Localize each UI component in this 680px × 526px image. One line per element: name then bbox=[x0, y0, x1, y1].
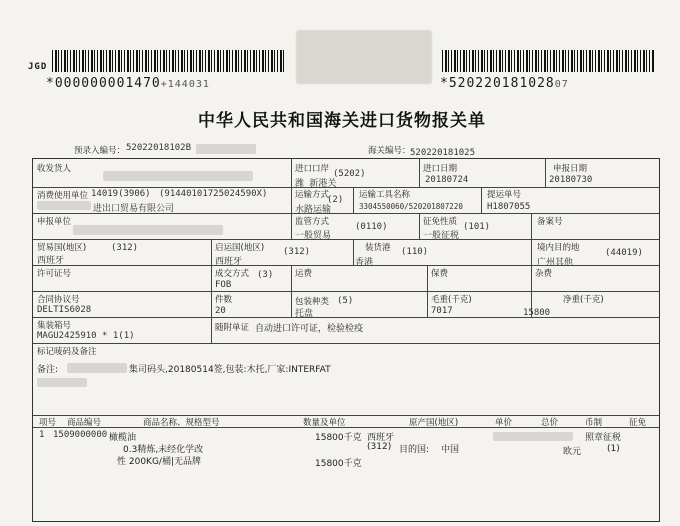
packages-label: 件数 bbox=[215, 295, 233, 305]
trade-country-code: (312) bbox=[111, 243, 139, 253]
insurance-label: 保费 bbox=[431, 269, 449, 279]
goods-header-levy: 征免 bbox=[629, 418, 647, 428]
page-title: 中华人民共和国海关进口货物报关单 bbox=[198, 111, 486, 131]
goods-line1-origin: 西班牙 bbox=[367, 433, 395, 443]
docs-label: 随附单证 bbox=[215, 323, 250, 333]
left-barcode bbox=[52, 50, 284, 72]
left-serial-main: *000000001470 bbox=[46, 76, 161, 91]
packages-value: 20 bbox=[215, 306, 226, 316]
contract-value: DELTIS6028 bbox=[37, 305, 92, 315]
redaction bbox=[196, 144, 256, 154]
left-serial-code bbox=[46, 76, 210, 91]
license-label: 许可证号 bbox=[37, 269, 72, 279]
redaction bbox=[37, 378, 87, 387]
goods-line2-dest: 中国 bbox=[441, 445, 460, 455]
port-code: (110) bbox=[401, 247, 429, 257]
transport-label: 运输方式 bbox=[295, 190, 330, 200]
deal-code: (3) bbox=[257, 270, 274, 280]
customs-no-value: 520220181025 bbox=[410, 148, 476, 158]
goods-line1-code: 1509000000 bbox=[53, 430, 108, 440]
port-value: 香港 bbox=[355, 258, 374, 268]
transport-code: (2) bbox=[327, 195, 344, 205]
entry-port-code: (5202) bbox=[333, 169, 366, 179]
dest-value: 广州其他 bbox=[537, 258, 574, 268]
deal-value: FOB bbox=[215, 280, 232, 290]
declarant-label: 申报单位 bbox=[37, 217, 72, 227]
goods-line1-levy: 照章征税 bbox=[585, 433, 622, 443]
supervision-value: 一般贸易 bbox=[295, 231, 332, 241]
dest-label: 境内目的地 bbox=[537, 243, 580, 253]
freight-label: 运费 bbox=[295, 269, 313, 279]
bill-label: 提运单号 bbox=[487, 190, 522, 200]
trade-country-value: 西班牙 bbox=[37, 256, 65, 266]
consumer-label: 消费使用单位 bbox=[37, 191, 89, 201]
pack-type-value: 托盘 bbox=[295, 309, 314, 319]
pack-type-code: (5) bbox=[337, 296, 354, 306]
customs-stamp bbox=[296, 30, 432, 84]
vessel-label: 运输工具名称 bbox=[359, 190, 411, 200]
goods-header-qty: 数量及单位 bbox=[303, 418, 346, 428]
container-value: MAGU2425910 * 1(1) bbox=[37, 331, 135, 341]
supervision-label: 监管方式 bbox=[295, 217, 330, 227]
import-date-label: 进口日期 bbox=[423, 164, 458, 174]
form-code-prefix: JGD bbox=[28, 62, 48, 72]
redaction bbox=[67, 363, 127, 373]
goods-line3-qty: 15800千克 bbox=[315, 459, 362, 469]
redaction bbox=[493, 432, 573, 441]
origin-country-label: 启运国(地区) bbox=[215, 243, 265, 253]
transport-value: 水路运输 bbox=[295, 205, 332, 215]
entry-port-label: 进口口岸 bbox=[295, 164, 330, 174]
goods-header-name: 商品名称、规格型号 bbox=[143, 418, 220, 428]
net-weight-label: 净重(千克) bbox=[563, 295, 604, 305]
levy-value: 一般征税 bbox=[423, 231, 460, 241]
goods-header-price: 单价 bbox=[495, 418, 513, 428]
remarks-label: 标记唛码及备注 bbox=[37, 347, 97, 357]
redaction bbox=[37, 201, 91, 210]
supervision-code: (0110) bbox=[355, 222, 388, 232]
left-serial-tail: +144031 bbox=[160, 79, 210, 90]
pack-type-label: 包装种类 bbox=[295, 297, 330, 307]
pre-entry-value: 52022018102B bbox=[126, 143, 192, 153]
levy-label: 征免性质 bbox=[423, 217, 458, 227]
goods-header-code: 商品编号 bbox=[67, 418, 102, 428]
gross-weight-label: 毛重(千克) bbox=[431, 295, 472, 305]
docs-value: 自动进口许可证，检验检疫 bbox=[255, 324, 364, 334]
customs-no-label: 海关编号： bbox=[368, 146, 411, 156]
goods-line2-levy-code: (1) bbox=[607, 444, 620, 454]
goods-header-origin: 原产国(地区) bbox=[409, 418, 459, 428]
goods-line1-name: 橄榄油 bbox=[109, 433, 137, 443]
record-label: 备案号 bbox=[537, 217, 563, 227]
port-label: 装货港 bbox=[365, 243, 391, 253]
redaction bbox=[73, 225, 223, 235]
bill-value: H1807055 bbox=[487, 202, 531, 212]
consumer-credit-code: (91440101725024590X) bbox=[159, 189, 268, 199]
origin-country-value: 西班牙 bbox=[215, 257, 243, 267]
goods-line1-qty: 15800千克 bbox=[315, 433, 362, 443]
remarks-text: 集司码头,20180514签,包装:木托,厂家:INTERFAT bbox=[129, 365, 331, 375]
deal-label: 成交方式 bbox=[215, 269, 250, 279]
goods-line3-name: 性 200KG/桶|无品牌 bbox=[117, 457, 201, 467]
net-weight-value: 15800 bbox=[523, 308, 551, 318]
goods-line2-name: 0.3精炼,未经化学改 bbox=[123, 445, 204, 455]
goods-line1-no: 1 bbox=[39, 430, 45, 440]
contract-label: 合同协议号 bbox=[37, 295, 80, 305]
goods-line2-dest-label: 目的国: bbox=[399, 445, 430, 455]
remarks-prefix: 备注: bbox=[37, 365, 59, 375]
levy-code: (101) bbox=[463, 222, 491, 232]
right-barcode bbox=[442, 50, 654, 72]
goods-header-currency: 币制 bbox=[585, 418, 603, 428]
dest-code: (44019) bbox=[605, 248, 643, 258]
consignee-label: 收发货人 bbox=[37, 164, 72, 174]
consumer-name: 进出口贸易有限公司 bbox=[93, 204, 175, 214]
goods-line2-origin-code: (312) bbox=[367, 442, 392, 452]
redaction bbox=[103, 171, 253, 181]
goods-header-no: 项号 bbox=[39, 418, 57, 428]
right-serial-tail: 07 bbox=[554, 79, 569, 90]
goods-line2-currency: 欧元 bbox=[563, 447, 582, 457]
right-serial-code bbox=[440, 76, 569, 91]
goods-header-total: 总价 bbox=[541, 418, 559, 428]
origin-country-code: (312) bbox=[283, 247, 311, 257]
vessel-value: 3304550060/520201807220 bbox=[359, 202, 463, 211]
pre-entry-label: 预录入编号： bbox=[74, 146, 126, 156]
declare-date-value: 20180730 bbox=[549, 175, 593, 185]
misc-label: 杂费 bbox=[535, 269, 553, 279]
right-serial-main: *520220181028 bbox=[440, 76, 555, 91]
import-date-value: 20180724 bbox=[425, 175, 469, 185]
gross-weight-value: 7017 bbox=[431, 306, 453, 316]
declare-date-label: 申报日期 bbox=[553, 164, 588, 174]
entry-port-name: 潍 新港关 bbox=[295, 179, 337, 189]
consumer-code: 14019(3906) bbox=[91, 189, 151, 199]
container-label: 集装箱号 bbox=[37, 321, 72, 331]
trade-country-label: 贸易国(地区) bbox=[37, 243, 87, 253]
declaration-form bbox=[32, 158, 660, 522]
